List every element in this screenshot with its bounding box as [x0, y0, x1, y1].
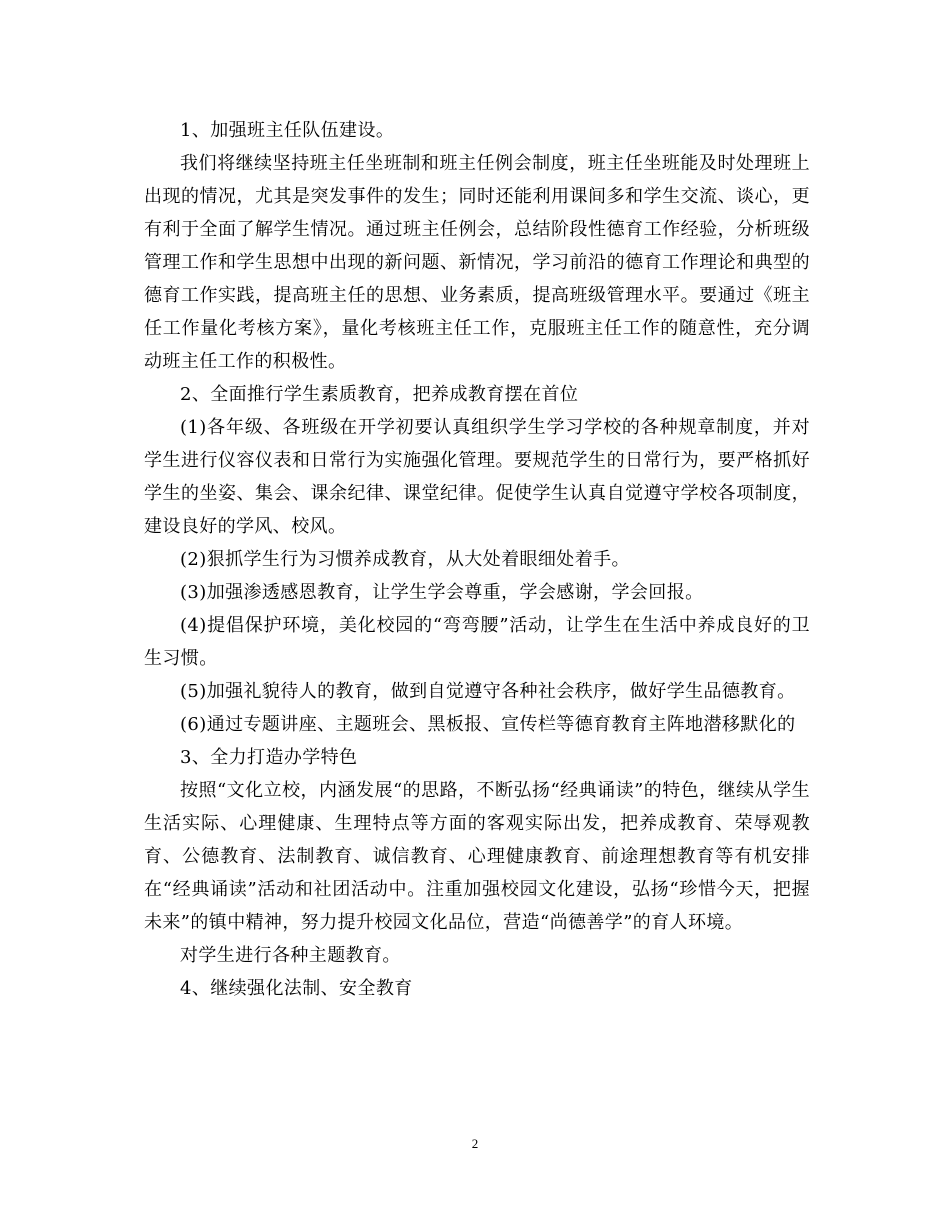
page-number: 2	[471, 1136, 479, 1151]
heading-1: 1、加强班主任队伍建设。	[180, 120, 395, 141]
list-item: (3)加强渗透感恩教育，让学生学会尊重，学会感谢，学会回报。	[180, 582, 704, 603]
list-item: (2)狠抓学生行为习惯养成教育，从大处着眼细处着手。	[180, 549, 630, 570]
heading-3: 3、全力打造办学特色	[180, 747, 358, 768]
paragraph: 按照“文化立校，内涵发展“的思路，不断弘扬“经典诵读”的特色，继续从学生生活实际、心理健康、生理特点等方面的客观实际出发，把养成教育、荣辱观教育、公德教育、法制教育、诚信教育、心理健康教育、前途理想教育等有机安排在“经典诵读”活动和社团活动中。注重加强校园文化建设，弘扬“珍惜今天，把握未来”的镇中精神，努力提升校园文化品位，营造“尚德善学”的育人环境。	[144, 780, 810, 933]
list-item: (6)通过专题讲座、主题班会、黑板报、宣传栏等德育教育主阵地潜移默化的	[180, 714, 796, 735]
heading-2: 2、全面推行学生素质教育，把养成教育摆在首位	[180, 384, 579, 405]
paragraph: 对学生进行各种主题教育。	[180, 945, 401, 966]
document-body	[144, 114, 810, 1005]
paragraph: 我们将继续坚持班主任坐班制和班主任例会制度，班主任坐班能及时处理班上出现的情况，尤其是突发事件的发生；同时还能利用课间多和学生交流、谈心，更有利于全面了解学生情况。通过班主任例会，总结阶段性德育工作经验，分析班级管理工作和学生思想中出现的新问题、新情况，学习前沿的德育工作理论和典型的德育工作实践，提高班主任的思想、业务素质，提高班级管理水平。要通过《班主任工作量化考核方案》，量化考核班主任工作，克服班主任工作的随意性，充分调动班主任工作的积极性。	[144, 153, 810, 372]
list-item: (4)提倡保护环境，美化校园的“弯弯腰”活动，让学生在生活中养成良好的卫生习惯。	[144, 615, 810, 669]
heading-4: 4、继续强化法制、安全教育	[180, 978, 413, 999]
list-item: (1)各年级、各班级在开学初要认真组织学生学习学校的各种规章制度，并对学生进行仪容仪表和日常行为实施强化管理。要规范学生的日常行为，要严格抓好学生的坐姿、集会、课余纪律、课堂纪律。促使学生认真自觉遵守学校各项制度，建设良好的学风、校风。	[144, 417, 810, 537]
list-item: (5)加强礼貌待人的教育，做到自觉遵守各种社会秩序，做好学生品德教育。	[180, 681, 796, 702]
